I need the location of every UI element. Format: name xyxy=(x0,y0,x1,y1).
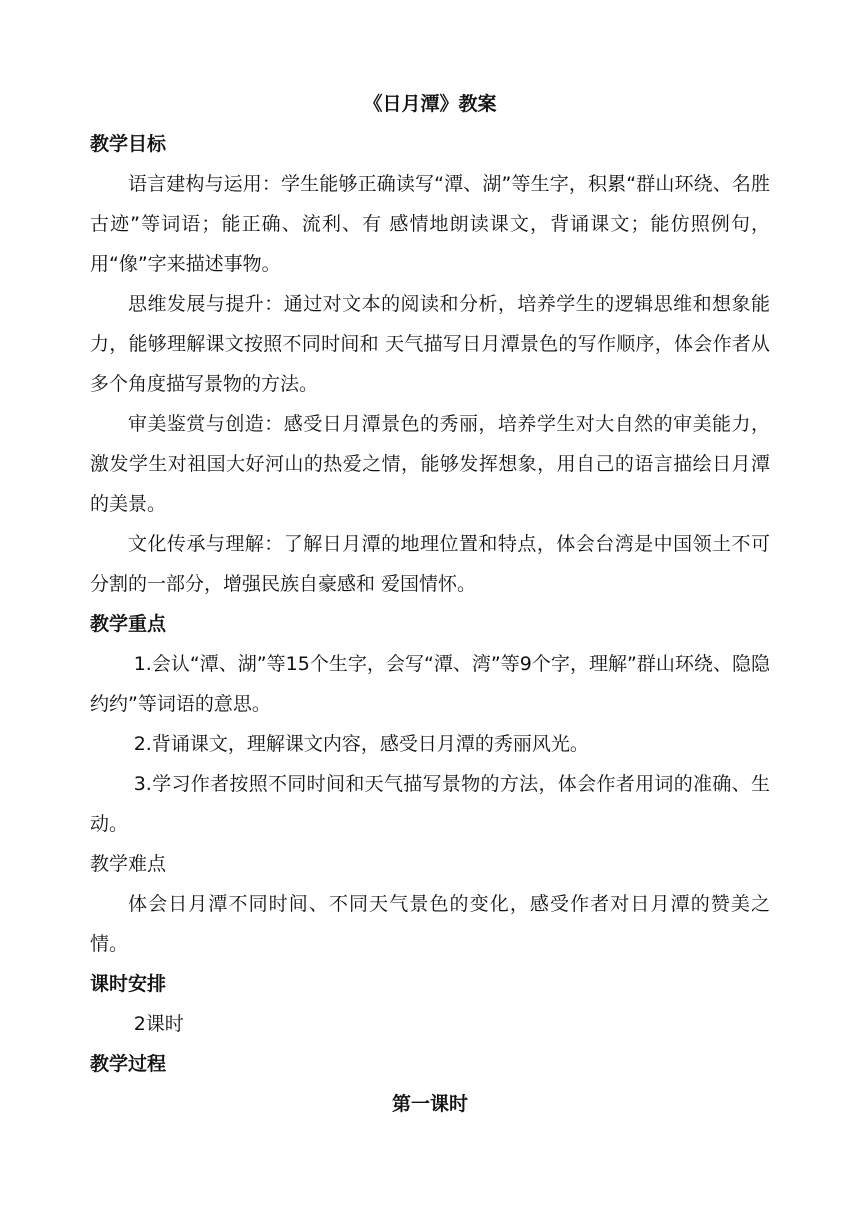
key-point-item: 3.学习作者按照不同时间和天气描写景物的方法，体会作者用词的准确、生动。 xyxy=(90,773,770,835)
goal-paragraph: 思维发展与提升：通过对文本的阅读和分析，培养学生的逻辑思维和想象能力，能够理解课文按照不同时间和 天气描写日月潭景色的写作顺序，体会作者从多个角度描写景物的方法。 xyxy=(90,293,770,395)
lesson-subtitle: 第一课时 xyxy=(391,1093,468,1115)
document-title: 《日月潭》教案 xyxy=(363,93,497,115)
section-heading-process: 教学过程 xyxy=(90,1053,167,1075)
goal-paragraph: 文化传承与理解：了解日月潭的地理位置和特点，体会台湾是中国领土不可分割的一部分，增强民族自豪感和 爱国情怀。 xyxy=(90,533,770,595)
goal-paragraph: 语言建构与运用：学生能够正确读写“潭、湖”等生字，积累“群山环绕、名胜古迹”等词语；能正确、流利、有 感情地朗读课文，背诵课文；能仿照例句，用“像”字来描述事物。 xyxy=(90,173,770,275)
key-point-item: 1.会认“潭、湖”等15个生字，会写“潭、湾”等9个字，理解”群山环绕、隐隐约约”等词语的意思。 xyxy=(90,653,770,715)
document-body xyxy=(90,84,770,1124)
difficulty-paragraph: 体会日月潭不同时间、不同天气景色的变化，感受作者对日月潭的赞美之情。 xyxy=(90,893,770,955)
section-heading-goals: 教学目标 xyxy=(90,133,167,155)
schedule-text: 2课时 xyxy=(133,1013,184,1035)
section-heading-difficulties: 教学难点 xyxy=(90,853,167,875)
goal-paragraph: 审美鉴赏与创造：感受日月潭景色的秀丽，培养学生对大自然的审美能力，激发学生对祖国大好河山的热爱之情，能够发挥想象，用自己的语言描绘日月潭的美景。 xyxy=(90,413,770,515)
section-heading-key-points: 教学重点 xyxy=(90,613,167,635)
key-point-item: 2.背诵课文，理解课文内容，感受日月潭的秀丽风光。 xyxy=(133,733,589,755)
section-heading-schedule: 课时安排 xyxy=(90,973,167,995)
